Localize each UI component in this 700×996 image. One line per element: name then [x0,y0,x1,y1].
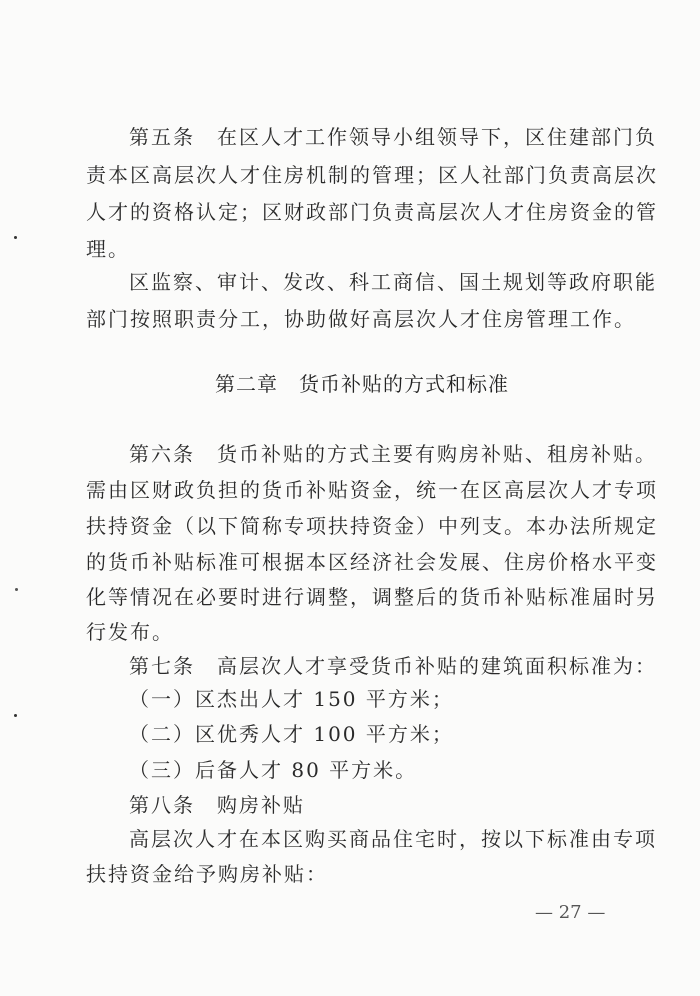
margin-mark [15,588,18,591]
article5-para2-line1: 区监察、审计、发改、科工商信、国土规划等政府职能 [129,270,657,294]
article5-line4: 理。 [86,237,130,261]
page-number: — 27 — [535,902,606,923]
article8-line3: 扶持资金给予购房补贴： [86,862,328,886]
article6-line6: 行发布。 [86,620,174,644]
article6-line2: 需由区财政负担的货币补贴资金，统一在区高层次人才专项 [86,478,658,502]
article5-line1: 第五条 在区人才工作领导小组领导下，区住建部门负 [129,125,657,149]
article8-line1: 第八条 购房补贴 [129,793,305,817]
article8-line2: 高层次人才在本区购买商品住宅时，按以下标准由专项 [129,827,657,851]
article7-item1: （一）区杰出人才 150 平方米； [129,687,454,711]
article5-line2: 责本区高层次人才住房机制的管理；区人社部门负责高层次 [86,163,658,187]
margin-mark [14,236,17,239]
article6-line1: 第六条 货币补贴的方式主要有购房补贴、租房补贴。 [129,442,657,466]
chapter-heading: 第二章 货币补贴的方式和标准 [215,372,509,396]
article7-item2: （二）区优秀人才 100 平方米； [129,722,454,746]
margin-mark [14,714,17,717]
article6-line3: 扶持资金（以下简称专项扶持资金）中列支。本办法所规定 [86,514,658,538]
article6-line4: 的货币补贴标准可根据本区经济社会发展、住房价格水平变 [86,550,658,574]
article5-para2-line2: 部门按照职责分工，协助做好高层次人才住房管理工作。 [86,307,636,331]
article6-line5: 化等情况在必要时进行调整，调整后的货币补贴标准届时另 [86,585,658,609]
article7-item3: （三）后备人才 80 平方米。 [129,758,418,782]
article5-line3: 人才的资格认定；区财政部门负责高层次人才住房资金的管 [86,200,658,224]
article7-line1: 第七条 高层次人才享受货币补贴的建筑面积标准为： [129,654,657,678]
